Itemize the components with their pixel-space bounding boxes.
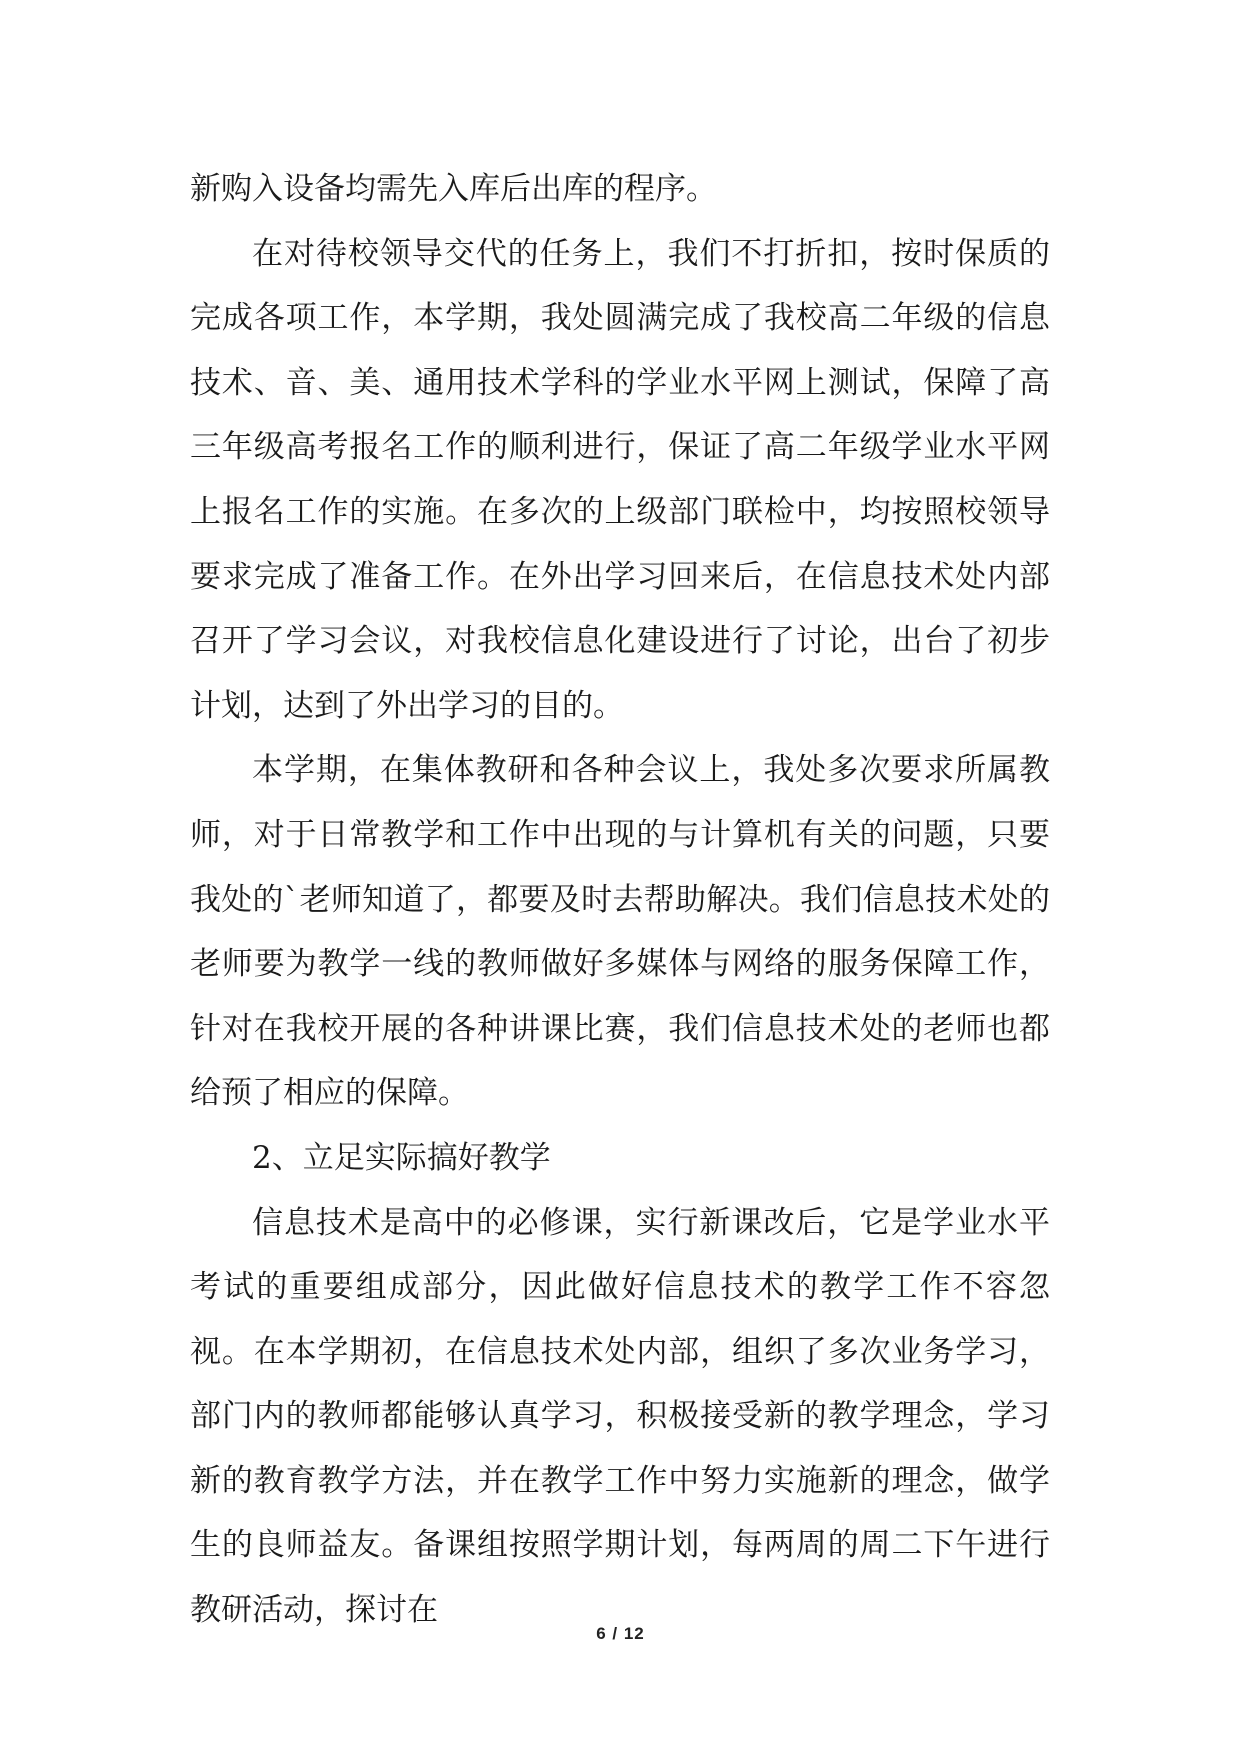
page-number: 6 / 12 xyxy=(596,1624,645,1643)
paragraph-3: 本学期，在集体教研和各种会议上，我处多次要求所属教师，对于日常教学和工作中出现的与计算机有关的问题，只要我处的`老师知道了，都要及时去帮助解决。我们信息技术处的老师要为教学一线的教师做好多媒体与网络的服务保障工作，针对在我校开展的各种讲课比赛，我们信息技术处的老师也都给预了相应的保障。 xyxy=(190,752,1050,1112)
paragraph-1: 新购入设备均需先入库后出库的程序。 xyxy=(190,171,717,207)
paragraph-2: 在对待校领导交代的任务上，我们不打折扣，按时保质的完成各项工作，本学期，我处圆满完成了我校高二年级的信息技术、音、美、通用技术学科的学业水平网上测试，保障了高三年级高考报名工作的顺利进行，保证了高二年级学业水平网上报名工作的实施。在多次的上级部门联检中，均按照校领导要求完成了准备工作。在外出学习回来后，在信息技术处内部召开了学习会议，对我校信息化建设进行了讨论，出台了初步计划，达到了外出学习的目的。 xyxy=(190,235,1050,724)
paragraph-4: 信息技术是高中的必修课，实行新课改后，它是学业水平考试的重要组成部分，因此做好信息技术的教学工作不容忽视。在本学期初，在信息技术处内部，组织了多次业务学习，部门内的教师都能够认真学习，积极接受新的教学理念，学习新的教育教学方法，并在教学工作中努力实施新的理念，做学生的良师益友。备课组按照学期计划，每两周的周二下午进行教研活动，探讨在 xyxy=(190,1204,1050,1629)
section-heading: 2、立足实际搞好教学 xyxy=(252,1139,551,1176)
document-body xyxy=(190,157,1050,1643)
